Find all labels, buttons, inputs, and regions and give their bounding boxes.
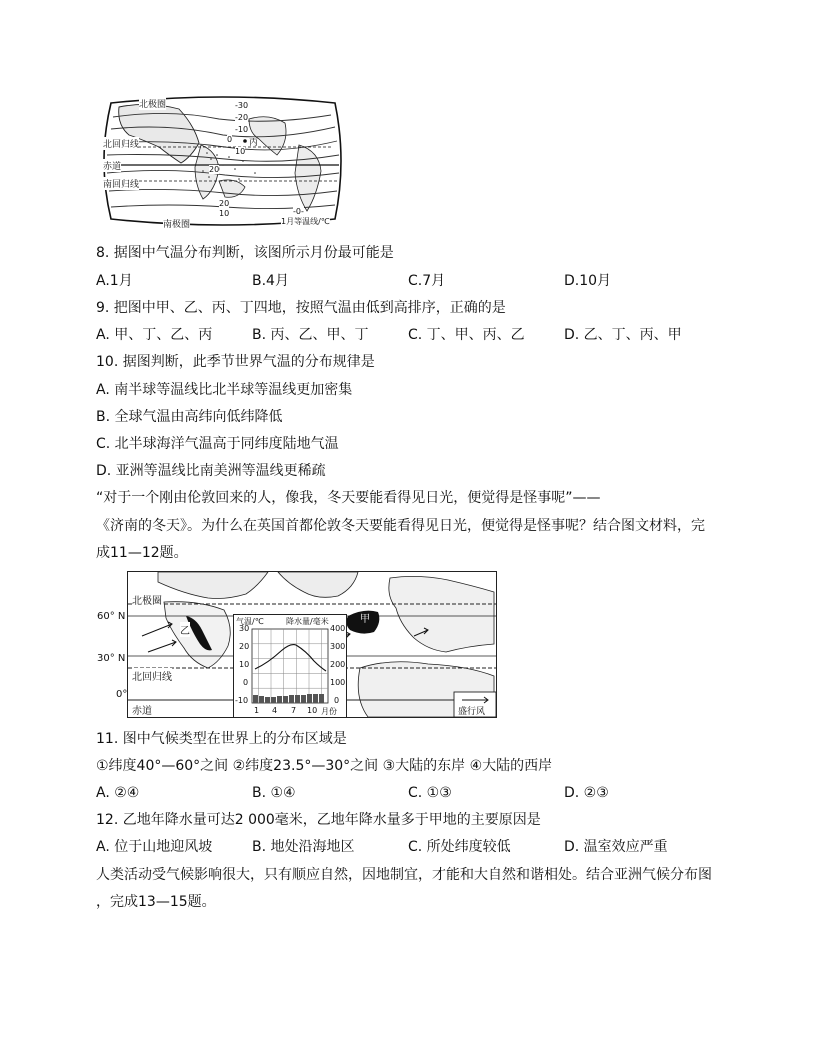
question-9: 9. 把图中甲、乙、丙、丁四地，按照气温由低到高排序，正确的是: [96, 300, 506, 316]
q12-option-b: B. 地处沿海地区: [252, 839, 355, 855]
question-10: 10. 据图判断，此季节世界气温的分布规律是: [96, 354, 375, 370]
climate-chart-right-title: 降水量/毫米: [286, 617, 329, 626]
isotherm-map: [99, 95, 346, 228]
q8-option-d: D.10月: [564, 273, 612, 289]
map2-label-north-pole-circle: 北极圈: [132, 592, 162, 607]
climate-region-map: [127, 571, 497, 718]
question-8: 8. 据图中气温分布判断，该图所示月份最可能是: [96, 245, 394, 261]
climate-chart-right-tick: 400: [330, 624, 346, 633]
map1-isotherm-value: 20: [219, 199, 230, 208]
map1-label-south-pole-circle: 南极圈: [163, 217, 190, 228]
map1-isotherm-value: -10: [235, 125, 249, 134]
map1-isotherm-value: 10: [219, 209, 230, 218]
passage2-line: 人类活动受气候影响很大，只有顺应自然，因地制宜，才能和大自然和谐相处。结合亚洲气候分布图: [96, 867, 712, 883]
map2-label-site-yi: 乙: [180, 622, 190, 637]
map1-isotherm-value: -20: [235, 113, 249, 122]
q10-option-c: C. 北半球海洋气温高于同纬度陆地气温: [96, 436, 339, 452]
q11-statements: ①纬度40°—60°之间 ②纬度23.5°—30°之间 ③大陆的东岸 ④大陆的西岸: [96, 758, 553, 774]
q10-option-a: A. 南半球等温线比北半球等温线更加密集: [96, 382, 353, 398]
q8-option-a: A.1月: [96, 273, 133, 289]
climate-chart-left-tick: 20: [239, 642, 250, 651]
passage1-line: “对于一个刚由伦敦回来的人，像我，冬天要能看得见日光，便觉得是怪事呢”——: [96, 490, 601, 506]
climate-chart-left-tick: -10: [235, 696, 249, 705]
climate-chart-left-tick: 30: [239, 624, 250, 633]
map1-label-north-pole-circle: 北极圈: [139, 97, 166, 110]
map1-label-equator: 赤道: [103, 159, 121, 172]
map2-label-equator: 赤道: [132, 706, 152, 717]
q9-option-d: D. 乙、丁、丙、甲: [564, 327, 682, 343]
q10-option-b: B. 全球气温由高纬向低纬降低: [96, 409, 283, 425]
climate-chart-right-tick: 200: [330, 660, 346, 669]
lat-label-30n: 30° N: [97, 653, 126, 664]
passage1-line: 成11—12题。: [96, 545, 188, 561]
q11-option-b: B. ①④: [252, 785, 296, 801]
q10-option-d: D. 亚洲等温线比南美洲等温线更稀疏: [96, 463, 326, 479]
lat-label-60n: 60° N: [97, 611, 126, 622]
question-11: 11. 图中气候类型在世界上的分布区域是: [96, 731, 347, 747]
passage1-line: 《济南的冬天》。为什么在英国首都伦敦冬天要能看得见日光，便觉得是怪事呢？结合图文材料，完: [96, 518, 705, 534]
q12-option-c: C. 所处纬度较低: [408, 839, 511, 855]
climate-chart-right-tick: 0: [334, 696, 340, 705]
climate-chart-left-tick: 0: [243, 678, 249, 687]
passage2-line: ，完成13—15题。: [96, 894, 216, 910]
climate-chart-left-tick: 10: [239, 660, 250, 669]
map1-isotherm-value: -30: [235, 101, 249, 110]
q11-option-a: A. ②④: [96, 785, 140, 801]
map1-legend-value: -0-: [293, 207, 304, 216]
q11-option-c: C. ①③: [408, 785, 452, 801]
map1-label-site-bing: 丙: [249, 138, 259, 148]
climate-chart-x-tick: 10: [307, 706, 318, 715]
q8-option-c: C.7月: [408, 273, 446, 289]
q9-option-a: A. 甲、丁、乙、丙: [96, 327, 213, 343]
map1-legend-text: 1月等温线/℃: [281, 217, 330, 226]
q11-option-d: D. ②③: [564, 785, 609, 801]
map2-label-site-jia: 甲: [360, 614, 370, 625]
climate-chart-left-title: 气温/℃: [236, 617, 264, 626]
climate-chart-x-tick: 7: [291, 706, 297, 715]
climate-chart-right-tick: 300: [330, 642, 346, 651]
lat-label-0: 0°: [116, 689, 128, 700]
climate-chart-x-tick: 1: [254, 706, 260, 715]
q12-option-a: A. 位于山地迎风坡: [96, 839, 213, 855]
climate-chart-x-tick: 4: [272, 706, 278, 715]
q8-option-b: B.4月: [252, 273, 289, 289]
q9-option-b: B. 丙、乙、甲、丁: [252, 327, 369, 343]
map1-isotherm-value: 20: [209, 165, 220, 174]
q12-option-d: D. 温室效应严重: [564, 839, 668, 855]
map1-isotherm-value: 10: [235, 147, 246, 156]
map2-label-tropic-cancer: 北回归线: [132, 668, 172, 683]
climate-chart-right-tick: 100: [330, 678, 346, 687]
map1-label-tropic-cancer: 北回归线: [103, 137, 139, 150]
question-12: 12. 乙地年降水量可达2 000毫米，乙地年降水量多于甲地的主要原因是: [96, 812, 541, 828]
map2-legend-text: 盛行风: [458, 707, 486, 717]
map1-isotherm-value: 0: [227, 135, 233, 144]
climate-chart: [233, 614, 347, 718]
map1-label-tropic-capricorn: 南回归线: [103, 177, 139, 190]
q9-option-c: C. 丁、甲、丙、乙: [408, 327, 525, 343]
climate-chart-x-unit: 月份: [321, 707, 337, 716]
